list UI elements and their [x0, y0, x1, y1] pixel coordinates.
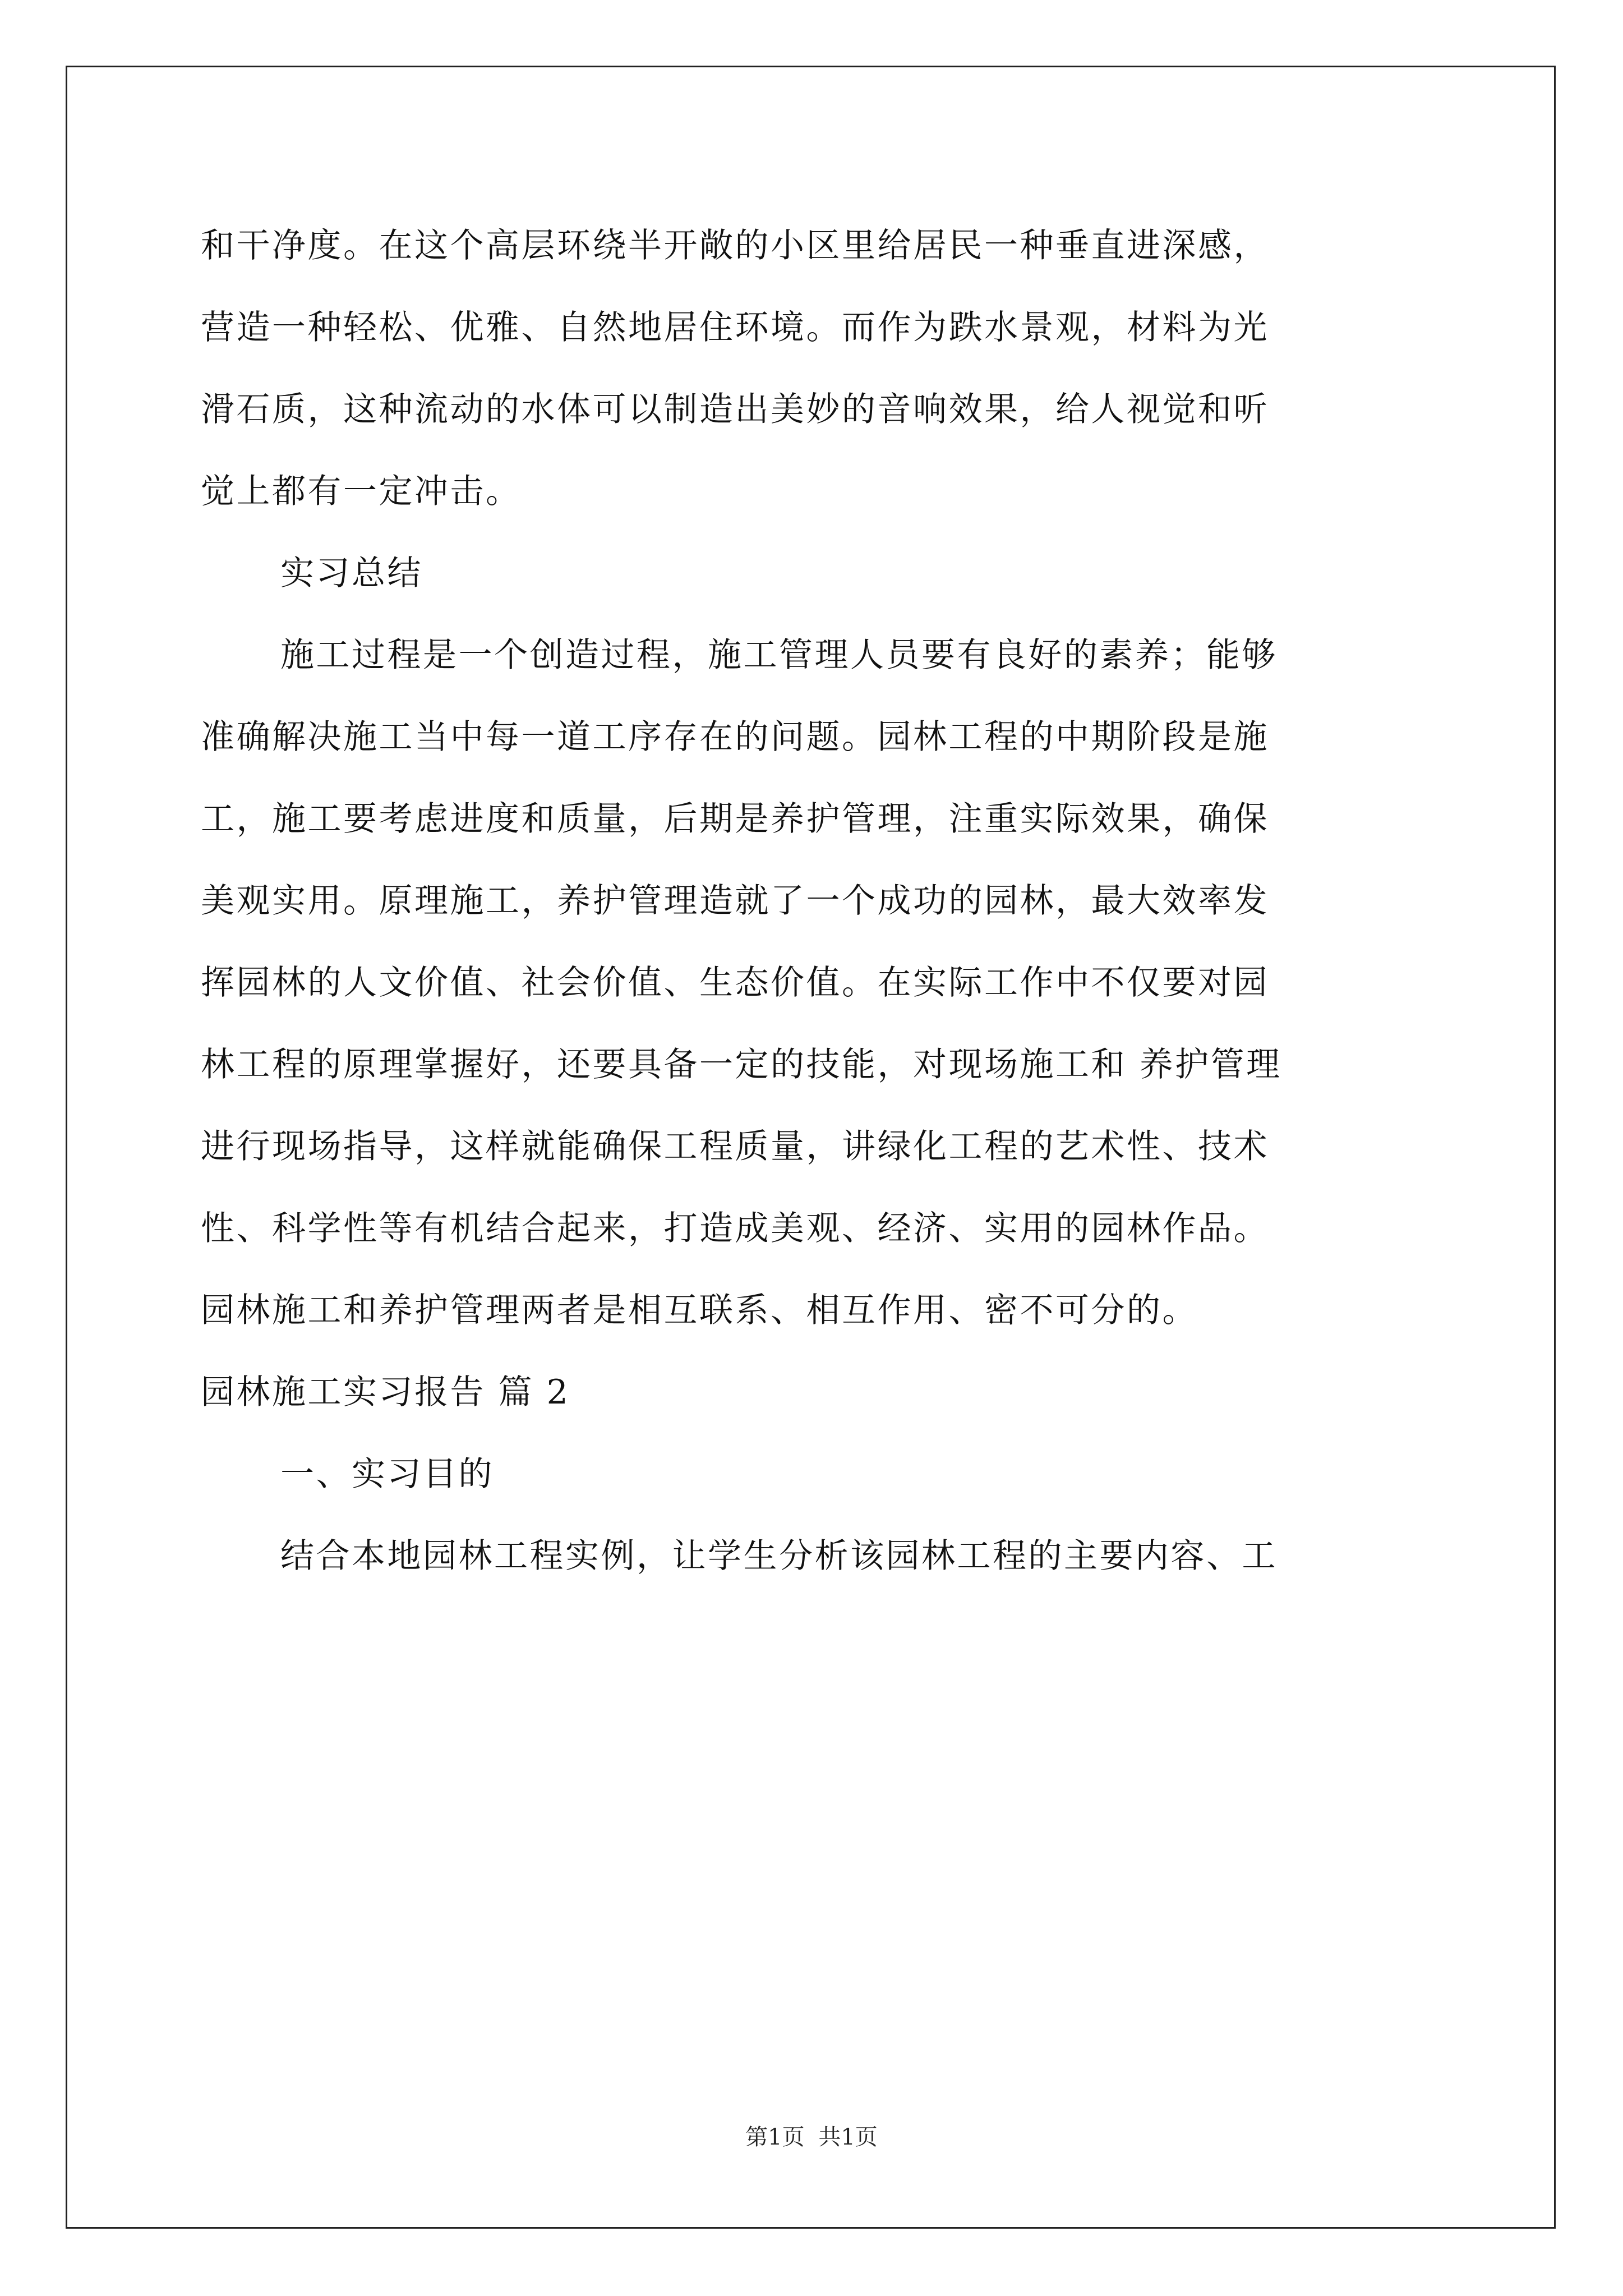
- body-text-line: 挥园林的人文价值、社会价值、生态价值。在实际工作中不仅要对园: [201, 963, 1269, 1002]
- section-heading: 实习总结: [280, 554, 423, 593]
- page-footer: [0, 2123, 1623, 2151]
- page-total: 共1页: [818, 2124, 878, 2150]
- body-text-line: 工，施工要考虑进度和质量，后期是养护管理，注重实际效果，确保: [201, 799, 1269, 839]
- body-text-line: 滑石质，这种流动的水体可以制造出美妙的音响效果，给人视觉和听: [201, 390, 1269, 429]
- body-text-line: 进行现场指导，这样就能确保工程质量，讲绿化工程的艺术性、技术: [201, 1127, 1269, 1166]
- report-title: 园林施工实习报告 篇 2: [201, 1373, 570, 1412]
- body-text-line: 营造一种轻松、优雅、自然地居住环境。而作为跌水景观，材料为光: [201, 308, 1269, 347]
- body-text-line: 美观实用。原理施工，养护管理造就了一个成功的园林，最大效率发: [201, 881, 1269, 921]
- body-text-line: 准确解决施工当中每一道工序存在的问题。园林工程的中期阶段是施: [201, 717, 1269, 757]
- page-number: 第1页: [745, 2124, 805, 2150]
- body-text-line: 林工程的原理掌握好，还要具备一定的技能，对现场施工和 养护管理: [201, 1045, 1282, 1084]
- body-text-line: 性、科学性等有机结合起来，打造成美观、经济、实用的园林作品。: [201, 1209, 1269, 1248]
- body-text-line: 结合本地园林工程实例，让学生分析该园林工程的主要内容、工: [280, 1536, 1278, 1576]
- body-text-line: 和干净度。在这个高层环绕半开敞的小区里给居民一种垂直进深感，: [201, 226, 1269, 265]
- body-text-line: 施工过程是一个创造过程，施工管理人员要有良好的素养；能够: [280, 636, 1278, 675]
- body-text-line: 园林施工和养护管理两者是相互联系、相互作用、密不可分的。: [201, 1291, 1198, 1330]
- body-text-line: 觉上都有一定冲击。: [201, 472, 522, 511]
- section-heading: 一、实习目的: [280, 1455, 494, 1494]
